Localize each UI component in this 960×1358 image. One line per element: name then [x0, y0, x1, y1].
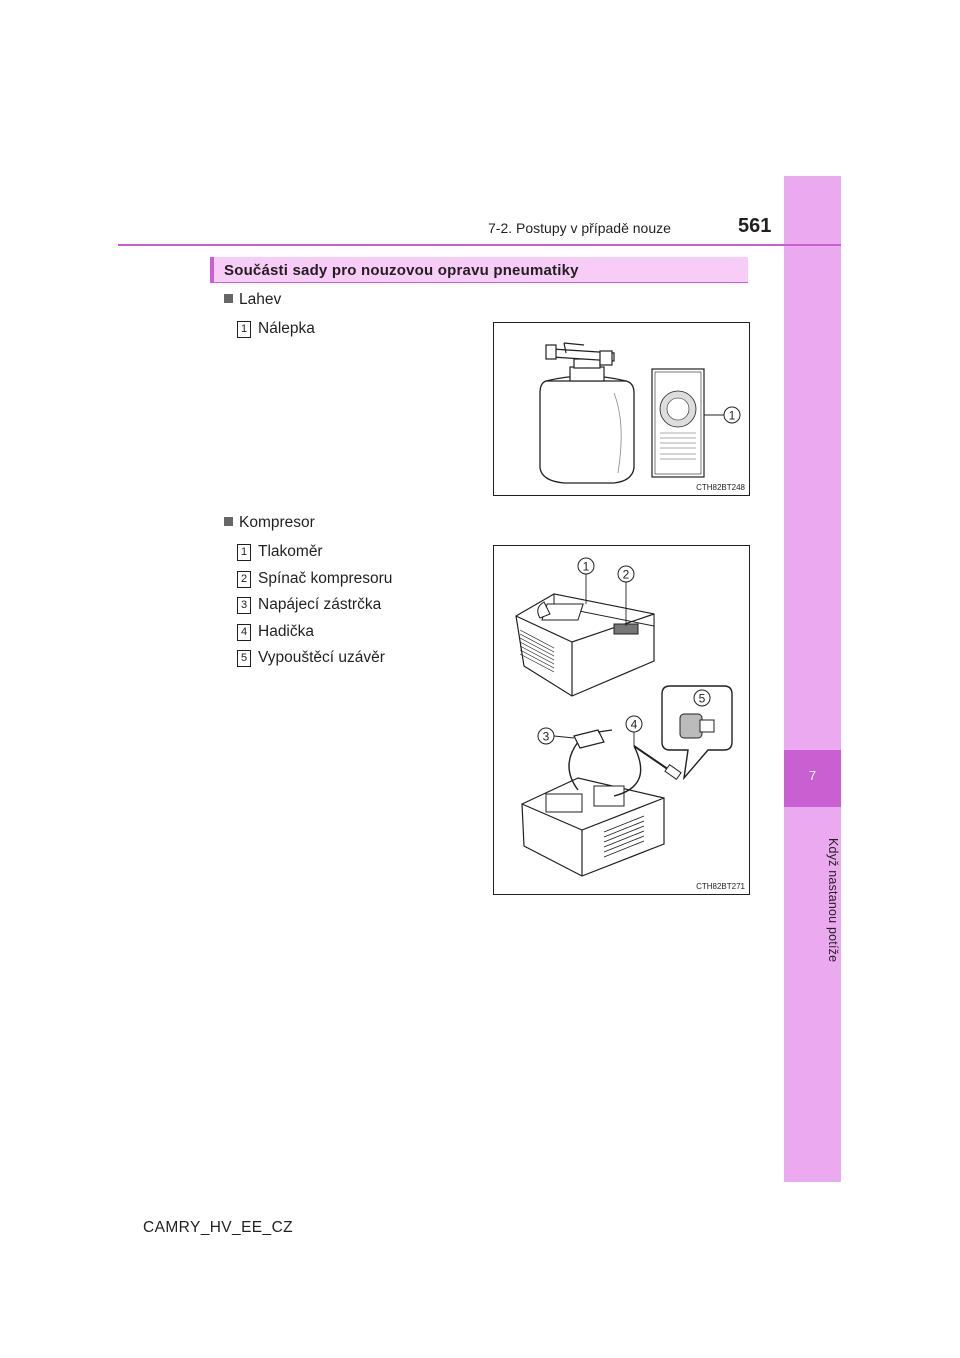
callout-2: 2	[622, 567, 630, 582]
item-number: 1	[237, 321, 251, 338]
item-label: Hadička	[258, 623, 314, 640]
chapter-number: 7	[808, 768, 817, 783]
item-number: 5	[237, 650, 251, 667]
list-item	[237, 570, 392, 588]
section-heading: Součásti sady pro nouzovou opravu pneumatiky	[224, 262, 579, 279]
compressor-heading-label: Kompresor	[239, 514, 315, 531]
figure-code: CTH82BT248	[696, 483, 745, 492]
callout-1: 1	[582, 559, 590, 574]
compressor-illustration	[494, 546, 749, 894]
compressor-figure	[493, 545, 750, 895]
compressor-heading	[224, 514, 315, 532]
callout-5: 5	[698, 691, 706, 706]
item-label: Vypouštěcí uzávěr	[258, 649, 385, 666]
list-item	[237, 623, 314, 641]
item-label: Nálepka	[258, 320, 315, 337]
item-number: 2	[237, 571, 251, 588]
item-number: 1	[237, 544, 251, 561]
square-bullet-icon	[224, 294, 233, 303]
list-item	[237, 543, 323, 561]
item-number: 3	[237, 597, 251, 614]
callout-3: 3	[542, 729, 550, 744]
list-item	[237, 320, 315, 338]
item-label: Spínač kompresoru	[258, 570, 393, 587]
item-label: Tlakoměr	[258, 543, 323, 560]
list-item	[237, 649, 385, 667]
bottle-figure	[493, 322, 750, 496]
chapter-side-tab	[784, 176, 841, 1182]
header-divider	[118, 244, 841, 246]
bottle-heading-label: Lahev	[239, 291, 282, 308]
list-item	[237, 596, 381, 614]
callout-1: 1	[728, 408, 736, 423]
bottle-illustration	[494, 323, 749, 495]
callout-4: 4	[630, 717, 638, 732]
footer-model-code: CAMRY_HV_EE_CZ	[143, 1219, 294, 1236]
item-label: Napájecí zástrčka	[258, 596, 382, 613]
item-number: 4	[237, 624, 251, 641]
square-bullet-icon	[224, 517, 233, 526]
figure-code: CTH82BT271	[696, 882, 745, 891]
bottle-heading	[224, 291, 281, 309]
page-number: 561	[738, 215, 772, 237]
chapter-title: Když nastanou potíže	[826, 837, 840, 963]
running-header-title: 7-2. Postupy v případě nouze	[488, 220, 671, 236]
